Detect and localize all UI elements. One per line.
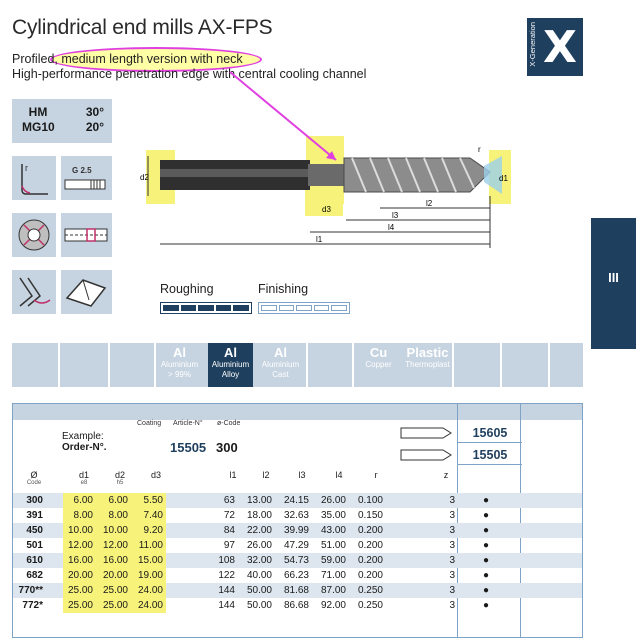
cell-code: 300 (26, 495, 43, 506)
availability-dot: ● (483, 570, 490, 581)
cell-code: 391 (26, 510, 43, 521)
cell-d3: 24.00 (137, 600, 163, 611)
cell-z: 3 (449, 540, 455, 551)
cell-code: 772* (22, 600, 43, 611)
col-code-sub: Code (26, 480, 42, 486)
cell-r: 0.200 (357, 555, 383, 566)
cell-d2: 20.00 (102, 570, 128, 581)
cell-l2: 13.00 (246, 495, 272, 506)
cell-r: 0.150 (357, 510, 383, 521)
col-code (19, 470, 49, 486)
cell-l3: 54.73 (283, 555, 309, 566)
cooling-channel-icon (61, 213, 112, 257)
cell-z: 3 (449, 555, 455, 566)
cell-l1: 63 (223, 495, 235, 506)
cell-z: 3 (449, 525, 455, 536)
cell-r: 0.250 (357, 600, 383, 611)
article-label: Article-N° (173, 420, 203, 427)
cell-l3: 86.68 (283, 600, 309, 611)
material-aluminium-cast[interactable] (258, 343, 303, 387)
badge-letter: X (543, 22, 577, 73)
page-title: Cylindrical end mills AX-FPS (12, 16, 273, 39)
label-l3: l3 (392, 211, 399, 220)
cell-d1: 20.00 (67, 570, 93, 581)
example-code: 300 (216, 440, 238, 455)
material-detail: Alloy (221, 370, 240, 379)
table-row[interactable] (13, 553, 582, 568)
profile-cut-icon (12, 213, 56, 257)
cell-l1: 108 (218, 555, 235, 566)
col-code-symbol: Ø (30, 470, 38, 480)
table-row[interactable] (13, 568, 582, 583)
availability-dot: ● (483, 510, 490, 521)
grade-line-1: HM (28, 105, 48, 119)
cell-l4: 51.00 (320, 540, 346, 551)
material-aluminium-alloy[interactable] (208, 343, 253, 387)
label-r: r (478, 145, 481, 154)
article-15605[interactable]: 15605 (458, 423, 522, 443)
col-l1-label: l1 (229, 470, 237, 480)
cell-l2: 22.00 (246, 525, 272, 536)
cell-d3: 19.00 (137, 570, 163, 581)
cell-l3: 66.23 (283, 570, 309, 581)
cell-l2: 18.00 (246, 510, 272, 521)
material-name: Aluminium (261, 360, 300, 369)
material-name: Copper (365, 360, 392, 369)
cell-code: 610 (26, 555, 43, 566)
chapter-tab[interactable] (591, 218, 636, 349)
material-symbol: Al (224, 345, 237, 360)
material-name: Thermoplast (405, 360, 450, 369)
cell-d1: 10.00 (67, 525, 93, 536)
cell-r: 0.200 (357, 540, 383, 551)
cell-z: 3 (449, 600, 455, 611)
availability-dot: ● (483, 540, 490, 551)
cell-l4: 43.00 (320, 525, 346, 536)
availability-dot: ● (483, 600, 490, 611)
cell-z: 3 (449, 495, 455, 506)
cell-l1: 144 (218, 585, 235, 596)
col-l1 (218, 470, 248, 480)
cell-l1: 72 (223, 510, 235, 521)
table-row[interactable] (13, 538, 582, 553)
col-z (436, 470, 456, 480)
grade-line-2: MG10 (22, 120, 55, 134)
label-d2: d2 (140, 173, 149, 182)
code-label: ø-Code (217, 420, 241, 427)
roughing-bar (160, 302, 252, 314)
cell-d1: 25.00 (67, 600, 93, 611)
cell-l4: 71.00 (320, 570, 346, 581)
subtitle-prefix: Profile (12, 52, 48, 66)
angle-1: 30° (85, 105, 104, 119)
cell-r: 0.100 (357, 495, 383, 506)
label-l4: l4 (388, 223, 395, 232)
col-d3-label: d3 (150, 470, 161, 480)
product-table (12, 403, 583, 638)
cell-d1: 25.00 (67, 585, 93, 596)
badge-label: X-Generation (528, 22, 537, 67)
table-row[interactable] (13, 493, 582, 508)
label-l1: l1 (316, 235, 323, 244)
material-symbol: Plastic (406, 345, 449, 360)
subtitle-line-2: High-performance penetration edge with central cooling channel (12, 67, 367, 81)
material-name: Aluminium (160, 360, 199, 369)
table-row[interactable] (13, 583, 582, 598)
cell-d3: 7.40 (143, 510, 163, 521)
cell-l1: 122 (218, 570, 235, 581)
col-z-label: z (443, 470, 449, 480)
material-detail: > 99% (168, 370, 191, 379)
example-article: 15505 (170, 440, 207, 455)
material-name: Aluminium (211, 360, 250, 369)
cell-l2: 26.00 (246, 540, 272, 551)
availability-dot: ● (483, 585, 490, 596)
table-row[interactable] (13, 523, 582, 538)
roughing-label: Roughing (160, 282, 214, 296)
cell-d2: 16.00 (102, 555, 128, 566)
cell-code: 450 (26, 525, 43, 536)
material-plastic[interactable] (404, 343, 451, 387)
availability-dot: ● (483, 525, 490, 536)
cell-l2: 32.00 (246, 555, 272, 566)
cell-code: 682 (26, 570, 43, 581)
col-d1-label: d1 (78, 470, 89, 480)
col-r-label: r (374, 470, 378, 480)
cell-d1: 16.00 (67, 555, 93, 566)
cell-r: 0.200 (357, 570, 383, 581)
material-symbol: Al (173, 345, 186, 360)
slot-milling-icon (61, 270, 112, 314)
cell-l4: 87.00 (320, 585, 346, 596)
cell-l4: 92.00 (320, 600, 346, 611)
example-text: Example: (62, 431, 104, 442)
material-symbol: Cu (369, 345, 388, 360)
table-row[interactable] (13, 508, 582, 523)
table-row[interactable] (13, 598, 582, 613)
col-d2 (105, 470, 135, 486)
availability-dot: ● (483, 555, 490, 566)
cell-d1: 8.00 (73, 510, 93, 521)
cell-d2: 25.00 (102, 600, 128, 611)
label-d1: d1 (499, 174, 508, 183)
coating-label: Coating (137, 420, 162, 427)
cell-d2: 12.00 (102, 540, 128, 551)
cell-l1: 97 (223, 540, 235, 551)
cell-d2: 8.00 (108, 510, 128, 521)
material-detail: Cast (272, 370, 289, 379)
finishing-bar (258, 302, 350, 314)
cell-z: 3 (449, 585, 455, 596)
cell-l3: 32.63 (283, 510, 309, 521)
shank-grade-label: G 2.5 (72, 166, 92, 175)
cell-d1: 12.00 (67, 540, 93, 551)
cell-l2: 50.00 (246, 600, 272, 611)
cell-z: 3 (449, 510, 455, 521)
cell-z: 3 (449, 570, 455, 581)
angle-2: 20° (85, 120, 104, 134)
col-d1-tol: e8 (80, 480, 88, 486)
cell-l1: 144 (218, 600, 235, 611)
cell-l4: 35.00 (320, 510, 346, 521)
availability-dot: ● (483, 495, 490, 506)
radius-symbol: r (25, 163, 28, 173)
chapter-tab-label: III (608, 270, 619, 285)
label-d3: d3 (322, 205, 331, 214)
cell-d1: 6.00 (73, 495, 93, 506)
material-symbol: Al (274, 345, 287, 360)
label-l2: l2 (426, 199, 433, 208)
cell-l4: 26.00 (320, 495, 346, 506)
order-number-text: Order-N°. (62, 442, 107, 453)
col-d3 (141, 470, 171, 480)
example-label (62, 431, 107, 453)
finishing-label: Finishing (258, 282, 309, 296)
article-15505[interactable]: 15505 (458, 445, 522, 465)
col-l3 (287, 470, 317, 480)
col-d2-label: d2 (114, 470, 125, 480)
cell-d3: 24.00 (137, 585, 163, 596)
col-r (361, 470, 391, 480)
col-d2-tol: h5 (116, 480, 124, 486)
cell-l2: 50.00 (246, 585, 272, 596)
cell-l3: 81.68 (283, 585, 309, 596)
cell-r: 0.200 (357, 525, 383, 536)
annotation-arrow (0, 0, 636, 200)
col-l2 (251, 470, 281, 480)
cell-l4: 59.00 (320, 555, 346, 566)
tool-shape-icons (399, 424, 455, 466)
cell-l1: 84 (223, 525, 235, 536)
cell-l3: 39.99 (283, 525, 309, 536)
cell-d3: 11.00 (138, 540, 163, 551)
material-aluminium-pure[interactable] (157, 343, 202, 387)
cell-l3: 47.29 (283, 540, 309, 551)
plunge-milling-icon (12, 270, 56, 314)
col-d1 (69, 470, 99, 486)
col-l2-label: l2 (262, 470, 270, 480)
material-copper[interactable] (356, 343, 401, 387)
subtitle-highlight: d, medium length version with neck (47, 52, 243, 66)
cell-l3: 24.15 (283, 495, 309, 506)
cell-d3: 15.00 (137, 555, 163, 566)
cell-code: 770** (18, 585, 43, 596)
cell-d3: 5.50 (143, 495, 163, 506)
cell-d2: 25.00 (102, 585, 128, 596)
cell-code: 501 (26, 540, 43, 551)
col-l3-label: l3 (298, 470, 306, 480)
cell-d3: 9.20 (143, 525, 163, 536)
col-l4-label: l4 (335, 470, 343, 480)
col-l4 (324, 470, 354, 480)
cell-r: 0.250 (357, 585, 383, 596)
cell-l2: 40.00 (246, 570, 272, 581)
cell-d2: 10.00 (102, 525, 128, 536)
cell-d2: 6.00 (108, 495, 128, 506)
